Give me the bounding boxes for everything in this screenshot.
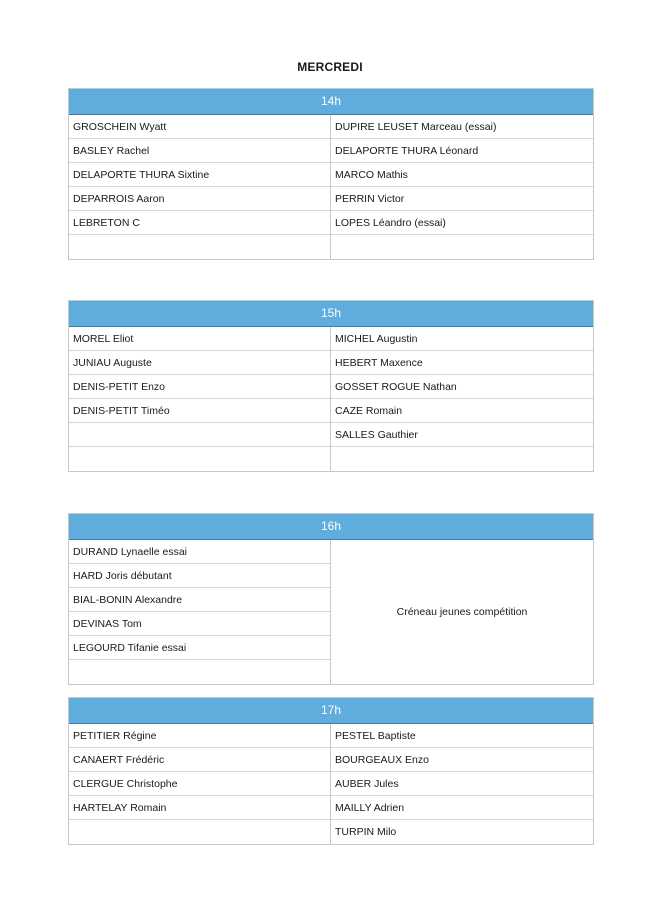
left-column <box>69 115 331 259</box>
table-cell: BOURGEAUX Enzo <box>331 748 593 772</box>
left-column <box>69 540 331 684</box>
table-cell: DEVINAS Tom <box>69 612 330 636</box>
right-column <box>331 724 593 844</box>
table-cell: MARCO Mathis <box>331 163 593 187</box>
slot-header: 16h <box>69 514 593 540</box>
table-cell <box>331 235 593 259</box>
table-cell: MOREL Eliot <box>69 327 330 351</box>
slot-header: 15h <box>69 301 593 327</box>
table-cell <box>331 447 593 471</box>
table-cell: JUNIAU Auguste <box>69 351 330 375</box>
table-cell: GOSSET ROGUE Nathan <box>331 375 593 399</box>
table-cell: TURPIN Milo <box>335 826 397 838</box>
table-cell: DELAPORTE THURA Sixtine <box>69 163 330 187</box>
table-cell: DENIS-PETIT Timéo <box>69 399 330 423</box>
table-cell: GROSCHEIN Wyatt <box>69 115 330 139</box>
table-cell: LOPES Léandro (essai) <box>331 211 593 235</box>
table-cell <box>69 660 330 684</box>
page-title: MERCREDI <box>297 60 363 74</box>
slot-header: 14h <box>69 89 593 115</box>
table-cell: MICHEL Augustin <box>331 327 593 351</box>
merged-cell-note: Créneau jeunes compétition <box>396 606 528 618</box>
table-cell <box>69 820 330 844</box>
table-cell: PERRIN Victor <box>331 187 593 211</box>
slot-14h <box>68 88 594 260</box>
table-cell: PETITIER Régine <box>69 724 330 748</box>
left-column <box>69 327 331 471</box>
table-cell: BIAL-BONIN Alexandre <box>69 588 330 612</box>
right-column <box>331 540 593 684</box>
table-cell: HARTELAY Romain <box>69 796 330 820</box>
table-cell <box>69 423 330 447</box>
right-column <box>331 115 593 259</box>
table-cell: LEGOURD Tifanie essai <box>69 636 330 660</box>
table-cell: DELAPORTE THURA Léonard <box>331 139 593 163</box>
table-cell: SALLES Gauthier <box>331 423 593 447</box>
table-cell: HARD Joris débutant <box>69 564 330 588</box>
table-cell: MAILLY Adrien <box>331 796 593 820</box>
table-cell: CAZE Romain <box>331 399 593 423</box>
table-cell: AUBER Jules <box>331 772 593 796</box>
left-column <box>69 724 331 844</box>
table-cell: DEPARROIS Aaron <box>69 187 330 211</box>
table-cell: BASLEY Rachel <box>69 139 330 163</box>
table-cell: CLERGUE Christophe <box>69 772 330 796</box>
table-cell: LEBRETON C <box>69 211 330 235</box>
table-cell: DURAND Lynaelle essai <box>69 540 330 564</box>
table-cell: DENIS-PETIT Enzo <box>69 375 330 399</box>
slot-16h <box>68 513 594 685</box>
table-cell: CANAERT Frédéric <box>69 748 330 772</box>
table-cell <box>69 235 330 259</box>
slot-17h <box>68 697 594 845</box>
table-cell <box>69 447 330 471</box>
right-column <box>331 327 593 471</box>
table-cell: HEBERT Maxence <box>331 351 593 375</box>
table-cell: DUPIRE LEUSET Marceau (essai) <box>331 115 593 139</box>
table-cell: PESTEL Baptiste <box>331 724 593 748</box>
slot-15h <box>68 300 594 472</box>
slot-header: 17h <box>69 698 593 724</box>
